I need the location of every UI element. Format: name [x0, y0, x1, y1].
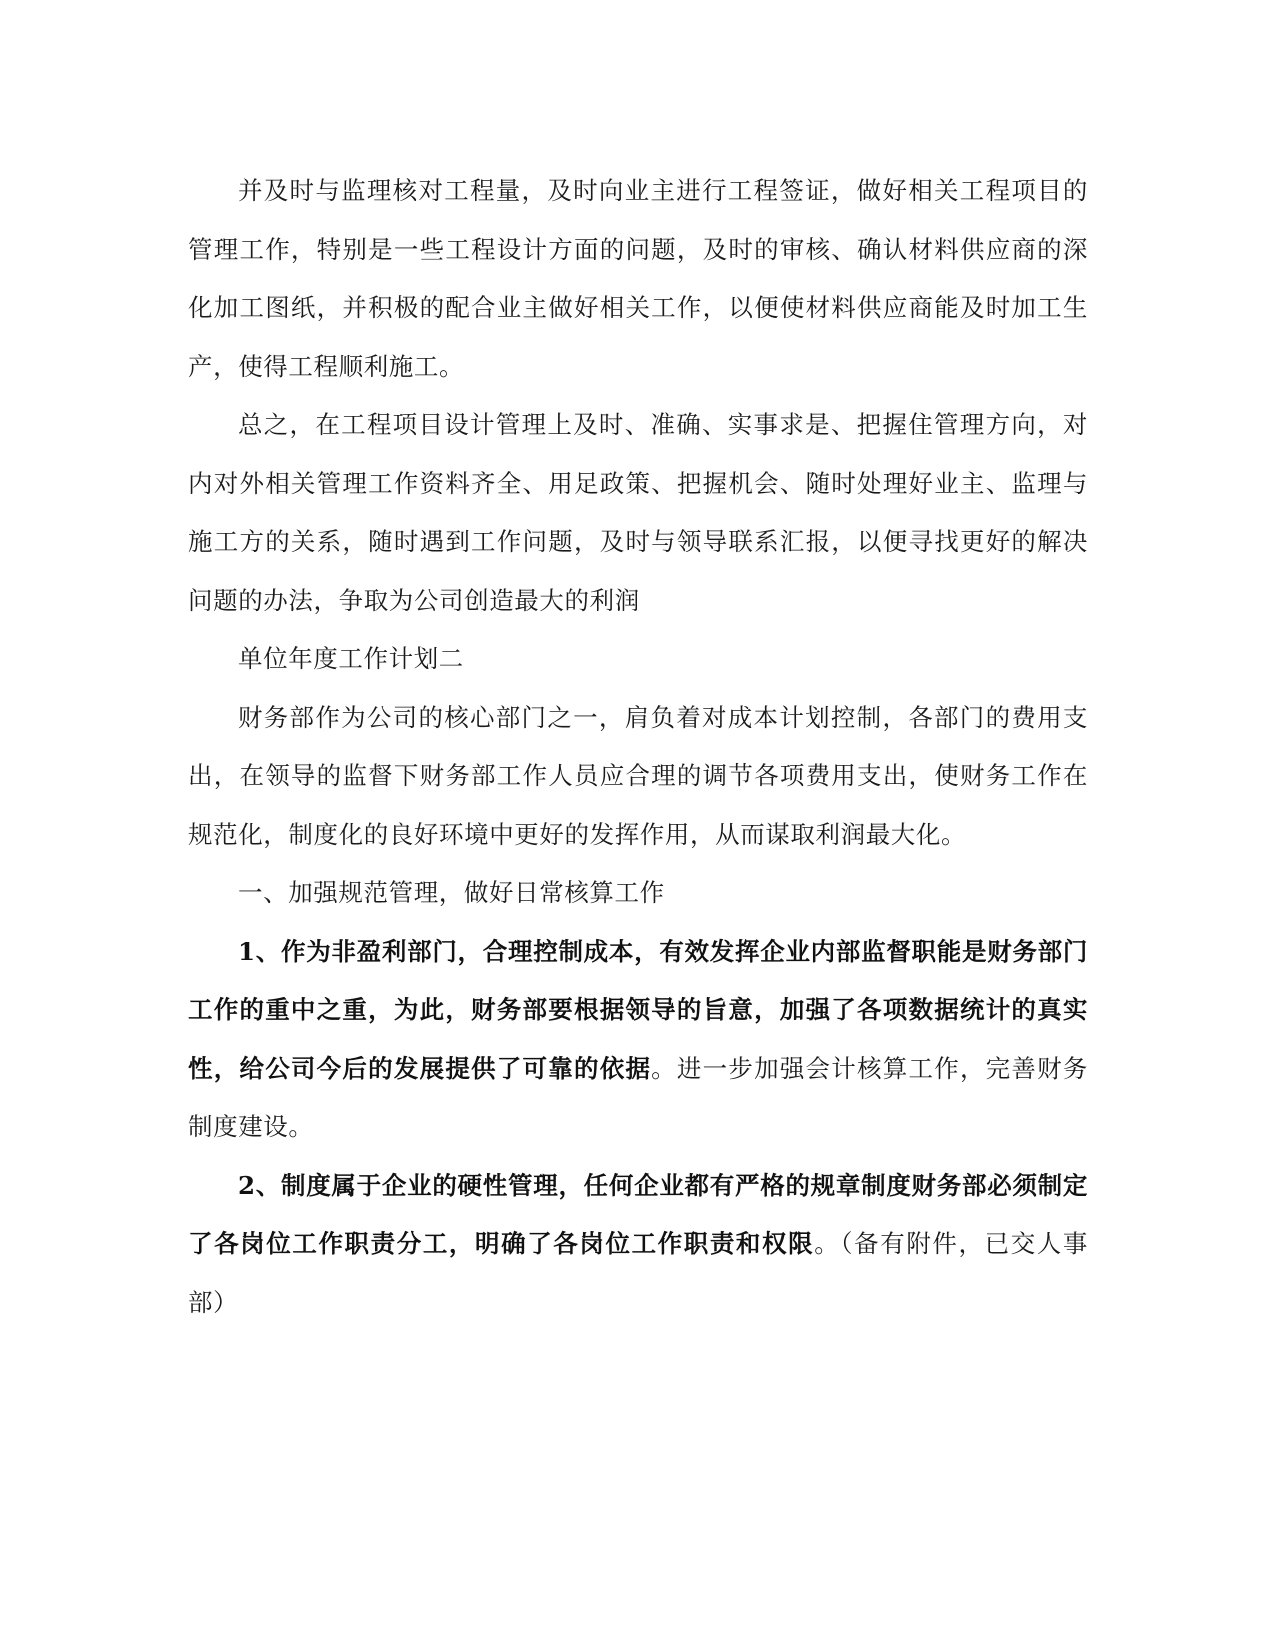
paragraph-item-2 [188, 1157, 1088, 1333]
item-1-normal-text: 。进一步加强会计核算工作，完善财务制度建设。 [188, 1053, 1088, 1141]
document-page [188, 162, 1088, 1332]
section-title-plan-two: 单位年度工作计划二 [238, 644, 464, 673]
section-heading-standard-management: 一、加强规范管理，做好日常核算工作 [238, 878, 665, 907]
paragraph-summary: 总之，在工程项目设计管理上及时、准确、实事求是、把握住管理方向，对内对外相关管理工作资料齐全、用足政策、把握机会、随时处理好业主、监理与施工方的关系，随时遇到工作问题，及时与领导联系汇报，以便寻找更好的解决问题的办法，争取为公司创造最大的利润 [188, 410, 1088, 615]
item-1-bold-text: 1、作为非盈利部门，合理控制成本，有效发挥企业内部监督职能是财务部门工作的重中之重，为此，财务部要根据领导的旨意，加强了各项数据统计的真实性，给公司今后的发展提供了可靠的依据 [188, 936, 1088, 1083]
paragraph-project-management: 并及时与监理核对工程量，及时向业主进行工程签证，做好相关工程项目的管理工作，特别是一些工程设计方面的问题，及时的审核、确认材料供应商的深化加工图纸，并积极的配合业主做好相关工作，以便使材料供应商能及时加工生产，使得工程顺利施工。 [188, 176, 1088, 381]
paragraph-item-1 [188, 923, 1088, 1157]
item-2-normal-text: 。（备有附件，已交人事部） [188, 1229, 1088, 1317]
paragraph-finance-intro: 财务部作为公司的核心部门之一，肩负着对成本计划控制，各部门的费用支出，在领导的监督下财务部工作人员应合理的调节各项费用支出，使财务工作在规范化，制度化的良好环境中更好的发挥作用，从而谋取利润最大化。 [188, 702, 1088, 849]
item-2-bold-text: 2、制度属于企业的硬性管理，任何企业都有严格的规章制度财务部必须制定了各岗位工作职责分工，明确了各岗位工作职责和权限 [188, 1170, 1088, 1258]
